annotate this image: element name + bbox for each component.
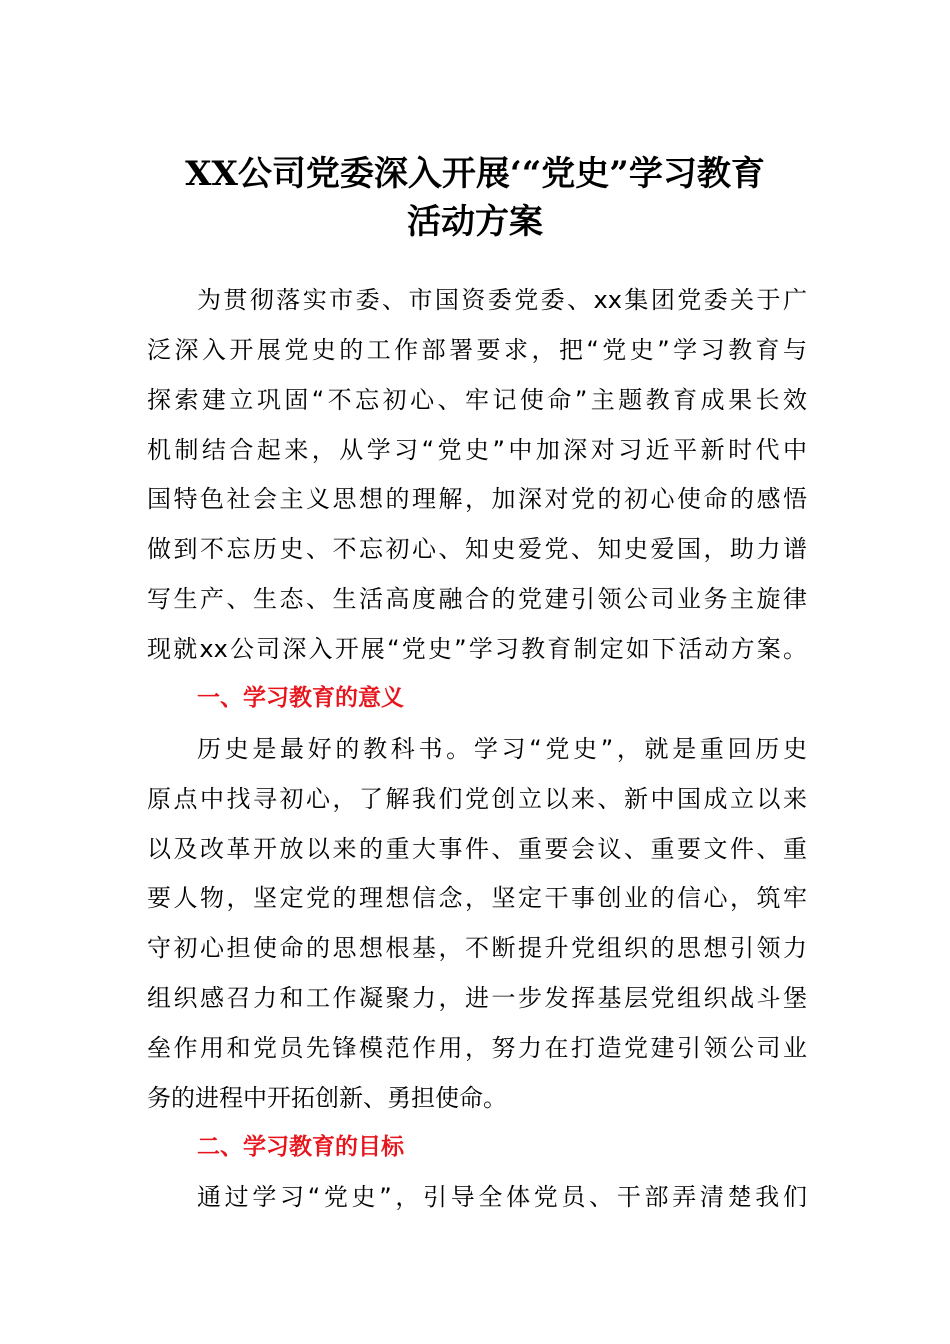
- paragraph-line: 泛深入开展党史的工作部署要求，把“党史”学习教育与: [147, 336, 807, 364]
- document-title-line-1: XX公司党委深入开展‘“党史”学习教育: [185, 154, 765, 194]
- paragraph-line: 守初心担使命的思想根基，不断提升党组织的思想引领力: [147, 934, 807, 962]
- document-title-line-2: 活动方案: [407, 202, 543, 242]
- paragraph-line: 写生产、生态、生活高度融合的党建引领公司业务主旋律: [147, 585, 807, 613]
- section-heading-2: 二、学习教育的目标: [197, 1134, 404, 1160]
- section-heading-1: 一、学习教育的意义: [197, 685, 404, 711]
- paragraph-line: 组织感召力和工作凝聚力，进一步发挥基层党组织战斗堡: [147, 984, 807, 1012]
- paragraph-line: 历史是最好的教科书。学习“党史”，就是重回历史: [197, 735, 807, 763]
- paragraph-line: 国特色社会主义思想的理解，加深对党的初心使命的感悟: [147, 485, 807, 513]
- paragraph-line: 探索建立巩固“不忘初心、牢记使命”主题教育成果长效: [147, 386, 807, 414]
- paragraph-line: 机制结合起来，从学习“党史”中加深对习近平新时代中: [147, 436, 807, 464]
- paragraph-line: 垒作用和党员先锋模范作用，努力在打造党建引领公司业: [147, 1034, 807, 1062]
- paragraph-line: 做到不忘历史、不忘初心、知史爱党、知史爱国，助力谱: [147, 535, 807, 563]
- paragraph-line: 以及改革开放以来的重大事件、重要会议、重要文件、重: [147, 835, 807, 863]
- paragraph-line: 原点中找寻初心，了解我们党创立以来、新中国成立以来: [147, 785, 807, 813]
- paragraph-line: 务的进程中开拓创新、勇担使命。: [147, 1084, 507, 1112]
- paragraph-line: 通过学习“党史”，引导全体党员、干部弄清楚我们: [197, 1183, 807, 1211]
- paragraph-line: 现就xx公司深入开展“党史”学习教育制定如下活动方案。: [147, 635, 807, 663]
- paragraph-line: 为贯彻落实市委、市国资委党委、xx集团党委关于广: [197, 286, 807, 314]
- paragraph-line: 要人物，坚定党的理想信念，坚定干事创业的信心，筑牢: [147, 884, 807, 912]
